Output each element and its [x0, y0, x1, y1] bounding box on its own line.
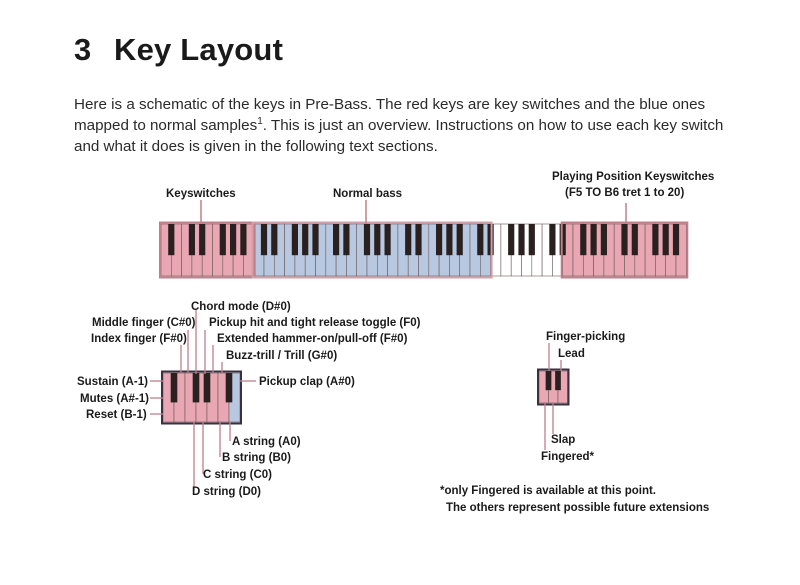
keyswitches-label: Keyswitches — [166, 188, 236, 200]
slap-label: Slap — [551, 434, 576, 446]
pickup-hit-label: Pickup hit and tight release toggle (F0) — [209, 317, 421, 329]
black-key — [652, 224, 658, 255]
footnote-line-1: *only Fingered is available at this point. — [440, 485, 656, 497]
black-key — [292, 224, 298, 255]
section-title: Key Layout — [114, 32, 284, 67]
black-key — [333, 224, 339, 255]
black-key — [193, 373, 200, 402]
black-key — [405, 224, 411, 255]
black-key — [601, 224, 607, 255]
black-key — [673, 224, 679, 255]
black-key — [374, 224, 380, 255]
fingered-label: Fingered* — [541, 451, 595, 463]
middle-finger-label: Middle finger (C#0) — [92, 317, 196, 329]
black-key — [168, 224, 174, 255]
keyswitch-detail-keyboard — [162, 372, 241, 424]
black-key — [385, 224, 391, 255]
black-key — [171, 373, 178, 402]
footnote-line-2: The others represent possible future extensions — [446, 502, 710, 514]
black-key — [621, 224, 627, 255]
extended-hammer-label: Extended hammer-on/pull-off (F#0) — [217, 333, 408, 345]
black-key — [508, 224, 514, 255]
reset-label: Reset (B-1) — [86, 409, 147, 421]
playing-style-keyboard — [538, 370, 569, 405]
playing-position-label: Playing Position Keyswitches — [552, 171, 715, 183]
black-key — [204, 373, 211, 402]
intro-text: Here is a schematic of the keys in Pre-Bass. The red keys are key switches and the blue ones mapped to normal samples — [74, 96, 706, 134]
black-key — [261, 224, 267, 255]
black-key — [312, 224, 318, 255]
black-key — [591, 224, 597, 255]
finger-picking-label: Finger-picking — [546, 331, 626, 343]
chord-mode-label: Chord mode (D#0) — [191, 301, 291, 313]
black-key — [271, 224, 277, 255]
black-key — [436, 224, 442, 255]
pickup-clap-label: Pickup clap (A#0) — [259, 376, 355, 388]
black-key — [220, 224, 226, 255]
black-key — [580, 224, 586, 255]
black-key — [240, 224, 246, 255]
b-string-label: B string (B0) — [222, 452, 291, 464]
black-key — [446, 224, 452, 255]
black-key — [189, 224, 195, 255]
black-key — [302, 224, 308, 255]
section-number: 3 — [74, 32, 92, 67]
black-key — [415, 224, 421, 255]
black-key — [343, 224, 349, 255]
index-finger-label: Index finger (F#0) — [91, 333, 187, 345]
black-key — [663, 224, 669, 255]
black-key — [230, 224, 236, 255]
keyboard-overview — [160, 223, 687, 278]
intro-text-after: . This is just an overview. Instructions on how to use each key switch and what it does is given in the following text sections. — [74, 117, 724, 155]
a-string-label: A string (A0) — [232, 436, 301, 448]
playing-position-range: (F5 TO B6 tret 1 to 20) — [565, 187, 685, 199]
lead-label: Lead — [558, 348, 585, 360]
black-key — [457, 224, 463, 255]
normal-bass-label: Normal bass — [333, 188, 403, 200]
sustain-label: Sustain (A-1) — [77, 376, 148, 388]
black-key — [199, 224, 205, 255]
d-string-label: D string (D0) — [192, 486, 261, 498]
black-key — [546, 371, 552, 390]
mutes-label: Mutes (A#-1) — [80, 393, 150, 405]
black-key — [518, 224, 524, 255]
footnote-mark: 1 — [257, 115, 263, 127]
black-key — [529, 224, 535, 255]
buzz-trill-label: Buzz-trill / Trill (G#0) — [226, 350, 338, 362]
black-key — [632, 224, 638, 255]
black-key — [555, 371, 561, 390]
c-string-label: C string (C0) — [203, 469, 272, 481]
black-key — [364, 224, 370, 255]
black-key — [226, 373, 233, 402]
black-key — [549, 224, 555, 255]
black-key — [477, 224, 483, 255]
